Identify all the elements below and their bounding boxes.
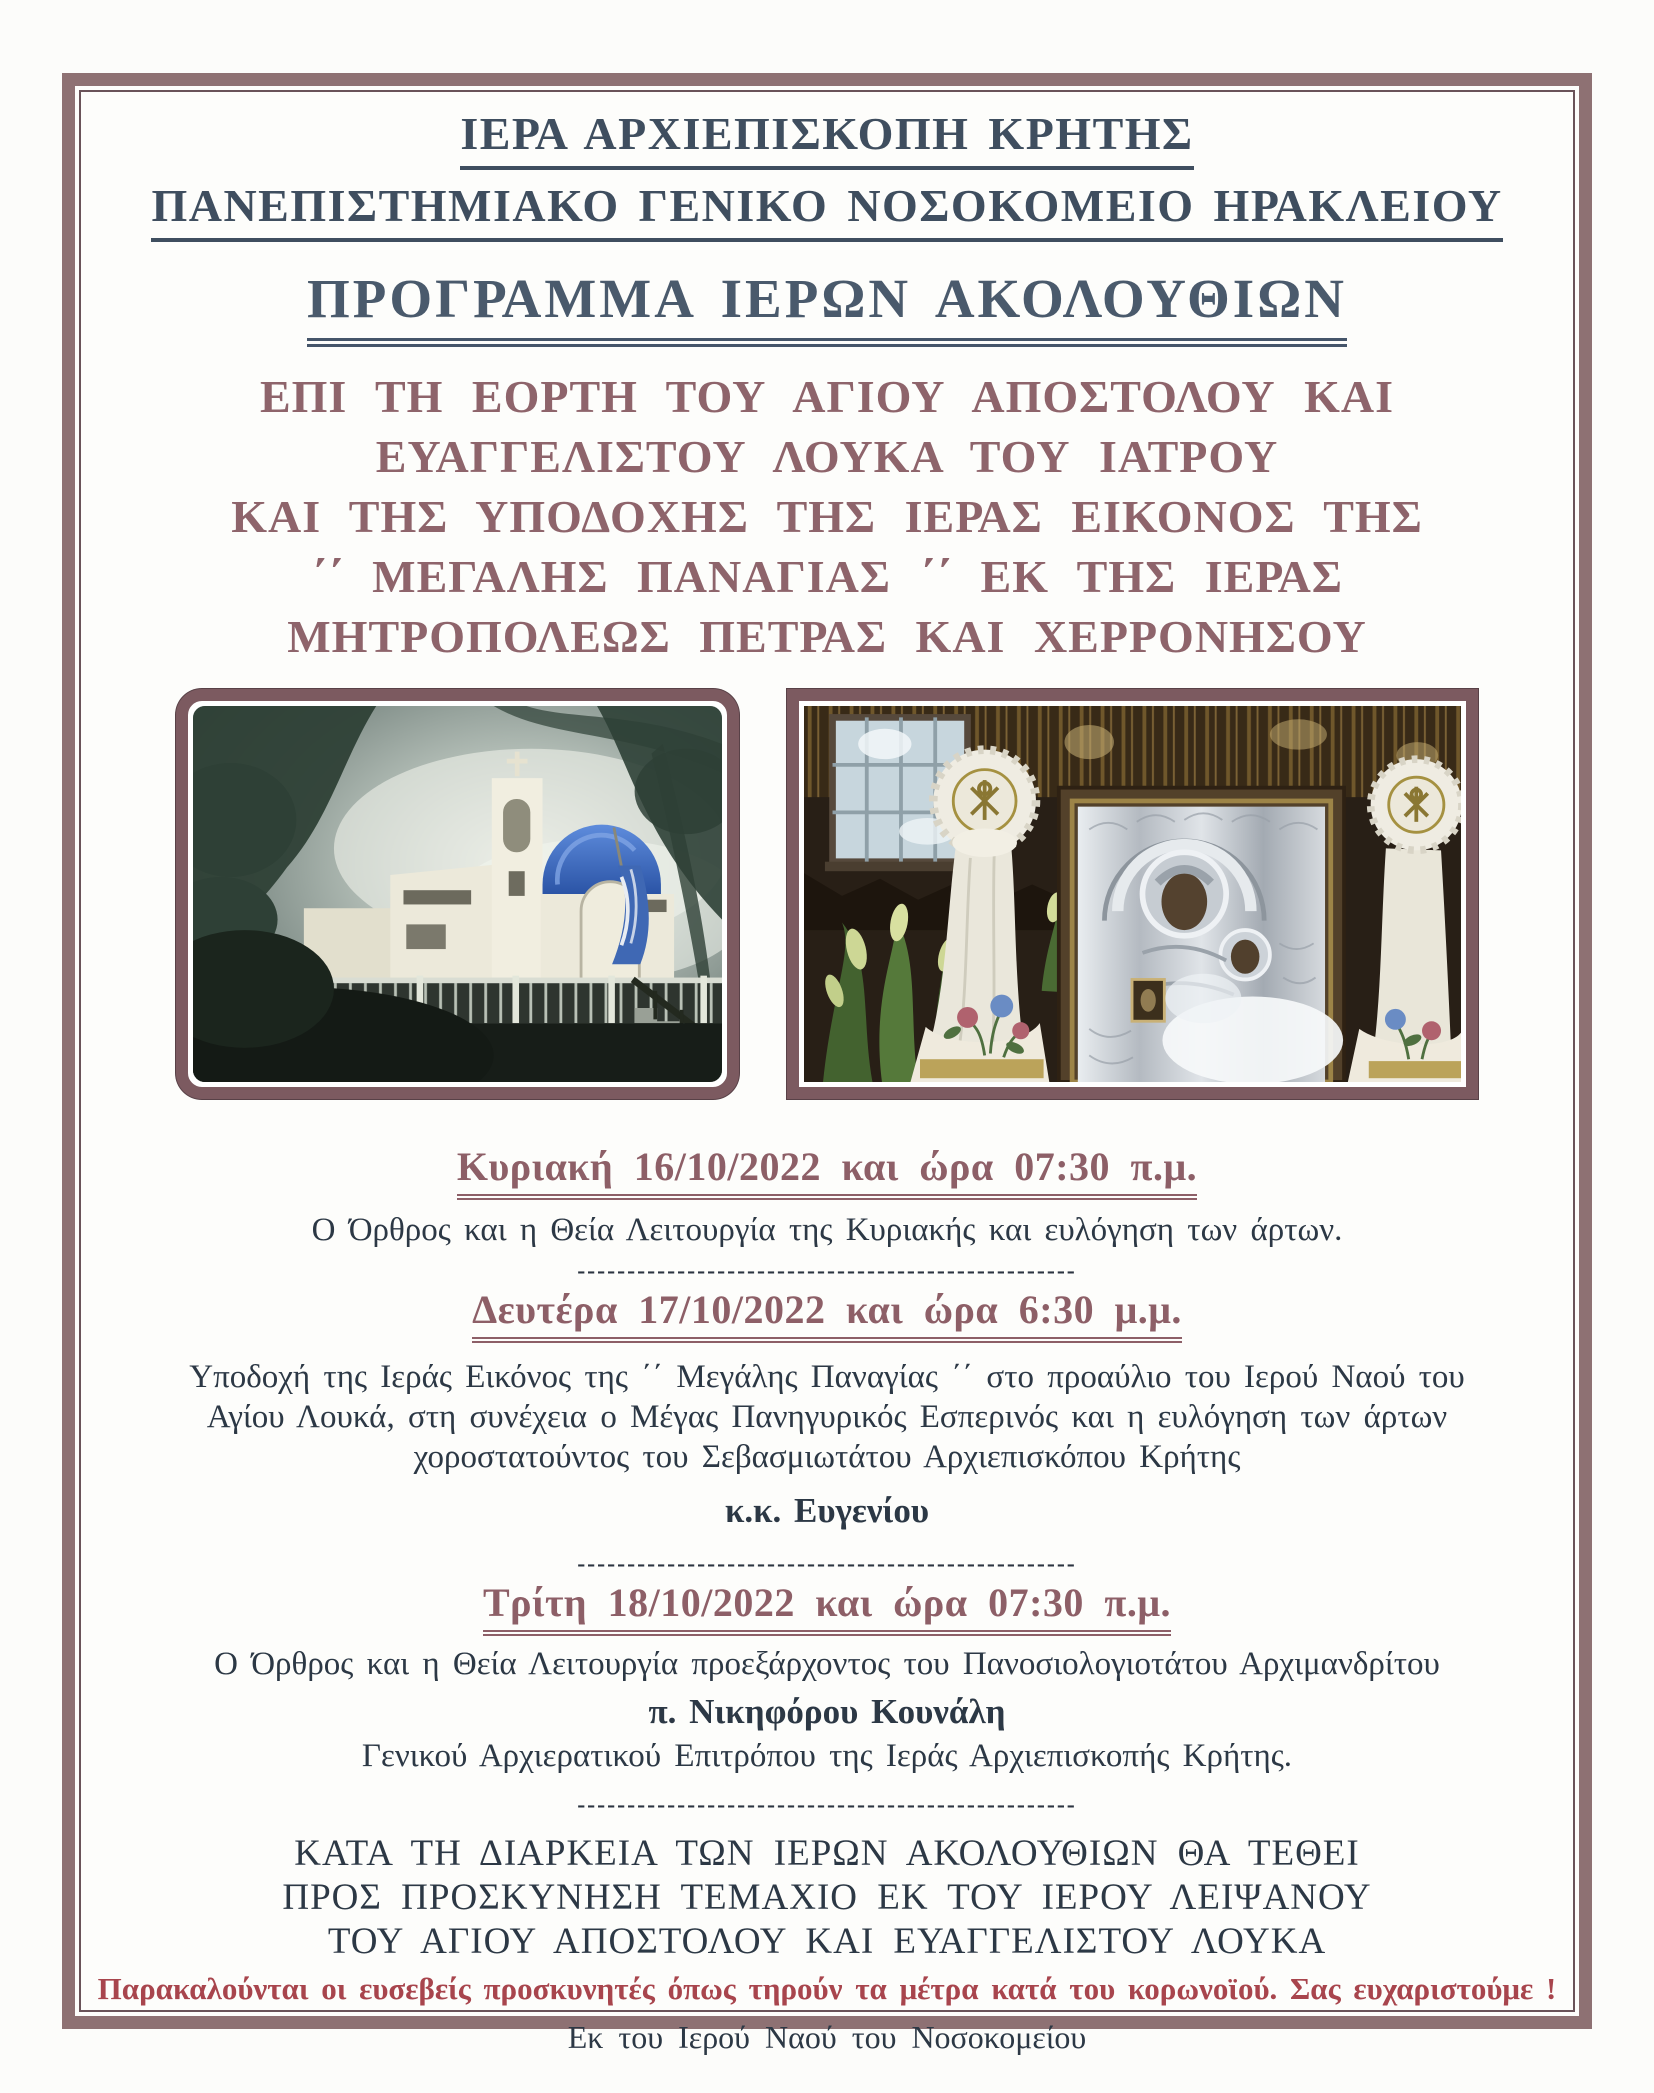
gold-fringe-right bbox=[1369, 1061, 1461, 1078]
feast-subtitle-line: ΚΑΙ ΤΗΣ ΥΠΟΔΟΧΗΣ ΤΗΣ ΙΕΡΑΣ ΕΙΚΟΝΟΣ ΤΗΣ bbox=[231, 491, 1423, 542]
service-tuesday-description: Ο Όρθρος και η Θεία Λειτουργία προεξάρχοντος του Πανοσιολογιοτάτου Αρχιμανδρίτου bbox=[214, 1646, 1440, 1682]
feast-subtitle-line: ΄΄ ΜΕΓΑΛΗΣ ΠΑΝΑΓΙΑΣ ΄΄ ΕΚ ΤΗΣ ΙΕΡΑΣ bbox=[311, 551, 1343, 602]
christ-child-face bbox=[1231, 940, 1260, 974]
hospital-name bbox=[89, 178, 1565, 242]
service-monday-description-line: Υποδοχή της Ιεράς Εικόνος της ΄΄ Μεγάλης Παναγίας ΄΄ στο προαύλιο του Ιερού Ναού του bbox=[189, 1359, 1465, 1395]
feast-subtitle-line: ΕΥΑΓΓΕΛΙΣΤΟΥ ΛΟΥΚΑ ΤΟΥ ΙΑΤΡΟΥ bbox=[375, 431, 1279, 482]
icon-photo bbox=[804, 706, 1461, 1082]
relic-notice bbox=[89, 1832, 1565, 1964]
service-monday-description-line: Αγίου Λουκά, στη συνέχεια ο Μέγας Πανηγυρικός Εσπερινός και η ευλόγηση των άρτων bbox=[206, 1399, 1448, 1435]
service-monday-description-line: χοροστατούντος του Σεβασμιωτάτου Αρχιεπισκόπου Κρήτης bbox=[413, 1439, 1241, 1475]
footer-note: Εκ του Ιερού Ναού του Νοσοκομείου bbox=[567, 2019, 1087, 2055]
bell-tower bbox=[492, 752, 543, 982]
service-sunday-heading-text: Κυριακή 16/10/2022 και ώρα 07:30 π.μ. bbox=[457, 1143, 1197, 1200]
photos-row bbox=[89, 689, 1565, 1099]
gold-fringe-left bbox=[920, 1059, 1044, 1078]
feast-subtitle-line: ΜΗΤΡΟΠΟΛΕΩΣ ΠΕΤΡΑΣ ΚΑΙ ΧΕΡΡΟΝΗΣΟΥ bbox=[287, 611, 1367, 662]
relic-notice-line: ΤΟΥ ΑΓΙΟΥ ΑΠΟΣΤΟΛΟΥ ΚΑΙ ΕΥΑΓΓΕΛΙΣΤΟΥ ΛΟΥΚΑ bbox=[327, 1921, 1327, 1962]
service-monday-heading bbox=[89, 1286, 1565, 1343]
service-tuesday-heading-text: Τρίτη 18/10/2022 και ώρα 07:30 π.μ. bbox=[483, 1579, 1171, 1636]
service-sunday-description: Ο Όρθρος και η Θεία Λειτουργία της Κυριακής και ευλόγηση των άρτων. bbox=[311, 1212, 1343, 1248]
section-divider: -------------------------------------------------- bbox=[577, 1258, 1077, 1284]
page-title bbox=[89, 268, 1565, 347]
celebrant-title-tuesday: Γενικού Αρχιερατικού Επιτρόπου της Ιεράς Αρχιεπισκοπής Κρήτης. bbox=[361, 1738, 1293, 1774]
service-monday-heading-text: Δευτέρα 17/10/2022 και ώρα 6:30 μ.μ. bbox=[472, 1286, 1182, 1343]
section-divider: -------------------------------------------------- bbox=[577, 1551, 1077, 1577]
service-sunday-heading bbox=[89, 1143, 1565, 1200]
hospital-name-text: ΠΑΝΕΠΙΣΤΗΜΙΑΚΟ ΓΕΝΙΚΟ ΝΟΣΟΚΟΜΕΙΟ ΗΡΑΚΛΕΙΟΥ bbox=[151, 178, 1502, 242]
relic-notice-line: ΚΑΤΑ ΤΗ ΔΙΑΡΚΕΙΑ ΤΩΝ ΙΕΡΩΝ ΑΚΟΛΟΥΘΙΩΝ ΘΑ ΤΕΘΕΙ bbox=[294, 1833, 1360, 1874]
service-monday-description bbox=[89, 1357, 1565, 1477]
feast-subtitle-line: ΕΠΙ ΤΗ ΕΟΡΤΗ ΤΟΥ ΑΓΙΟΥ ΑΠΟΣΤΟΛΟΥ ΚΑΙ bbox=[259, 371, 1395, 422]
rosette-right bbox=[1371, 759, 1461, 850]
page-border-frame bbox=[62, 73, 1592, 2055]
celebrant-name-tuesday: π. Νικηφόρου Κουνάλη bbox=[648, 1692, 1006, 1731]
relic-notice-line: ΠΡΟΣ ΠΡΟΣΚΥΝΗΣΗ ΤΕΜΑΧΙΟ ΕΚ ΤΟΥ ΙΕΡΟΥ ΛΕΙΨΑΝΟΥ bbox=[282, 1877, 1372, 1918]
panagia-face bbox=[1161, 873, 1207, 930]
church-photo bbox=[193, 706, 722, 1082]
archdiocese-name bbox=[89, 106, 1565, 170]
covid-notice: Παρακαλούνται οι ευσεβείς προσκυνητές όπως τηρούν τα μέτρα κατά του κορωνοϊού. Σας ευχαριστούμε ! bbox=[97, 1971, 1557, 2006]
celebrant-name-monday: κ.κ. Ευγενίου bbox=[724, 1491, 930, 1530]
service-tuesday-heading bbox=[89, 1579, 1565, 1636]
poster-content bbox=[89, 94, 1565, 2056]
silver-icon bbox=[1059, 788, 1344, 1082]
feast-subtitle bbox=[89, 367, 1565, 667]
page-title-text: ΠΡΟΓΡΑΜΜΑ ΙΕΡΩΝ ΑΚΟΛΟΥΘΙΩΝ bbox=[307, 268, 1347, 347]
section-divider: -------------------------------------------------- bbox=[577, 1792, 1077, 1818]
icon-photo-frame bbox=[787, 689, 1478, 1099]
church-photo-frame bbox=[176, 689, 739, 1099]
archdiocese-name-text: ΙΕΡΑ ΑΡΧΙΕΠΙΣΚΟΠΗ ΚΡΗΤΗΣ bbox=[460, 106, 1193, 170]
